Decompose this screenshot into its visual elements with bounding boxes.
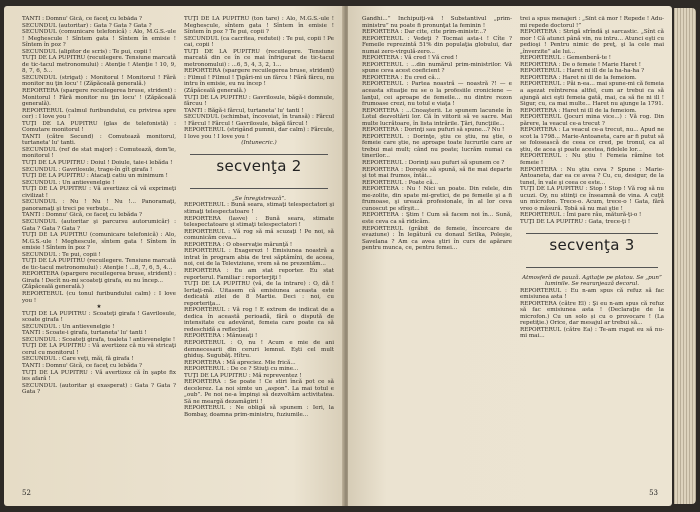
dialogue-line: TUŢI DE LA PUPITRU : Gata, trece-ţi ! (520, 218, 631, 225)
dialogue-line: REPORTERUL : O, nu ! Acum e mie de ani demnecesarii din ceruri lemnul. Eşti cel mult ghiduş. Sugubăţ. Hîtru. (184, 339, 334, 360)
dialogue-line: SECUNDUL (ref de stat major) : Comutează, dom'le, monitorul ! (22, 146, 176, 160)
dialogue-line: REPORTERA : Vă cred ! Vă cred ! (362, 55, 458, 62)
dialogue-line: REPORTERA : Mănueaţi ! (184, 333, 258, 340)
heading-rule-bottom (190, 188, 328, 189)
section-heading-3 (520, 229, 664, 271)
dialogue-line: REPORTERUL (strigând pumnii, dar calm) : Fărcule, I love you ! I love you ! (184, 127, 334, 140)
dialogue-line: REPORTERUL : De ce ? Stiuţi cu mine... (184, 366, 299, 373)
dialogue-line: REPORTERA : Mă apreciez. Mie frică... (184, 359, 296, 366)
dialogue-line: REPORTERUL (calmul furibundului, cu privirea spre cer) : I love you ! (22, 107, 176, 121)
dialogue-line: TUŢI DE LA PUPITRU : Doiul ! Doiule, taie-i lebăda ! (22, 160, 173, 167)
dialogue-line: REPORTERUL : Ne obligă să spunem : Ieri, la Bombay, doamna prim-ministru, fuziumile... (184, 405, 334, 418)
dialogue-line: REPORTERA : De o femeie ! Marie Haret ! (520, 61, 641, 68)
dialogue-line: Gandhi...” Inchipuiţi-vă ! Substantivul „prim-ministru” nu poate fi pronunţat la feminin ! (362, 16, 512, 29)
dialogue-line: REPORTERUL : Poate că... (362, 179, 439, 186)
dialogue-line: REPORTERUL (către Ea) : Te-am rugat eu să nu-mi mai... (520, 326, 664, 340)
left-page (4, 6, 344, 506)
page-number: 53 (649, 489, 658, 497)
dialogue-line: REPORTERUL : Dorinţi sau pufuri să spunem ce ? (362, 160, 505, 167)
dialogue-line: TANTI (către Secund) : Comutează monitorul, turtaneta' lu' tanti. (22, 133, 176, 147)
dialogue-line: TUŢI DE LA PUPITRU (recuilegere. Tensiune marcată din ce în ce mai înfrigurat de tic-tacul metronomului) : ...6, 5, 4, 3, 2, 1... (184, 48, 334, 68)
dialogue-line: TUŢI DE LA PUPITRU (ton tare) : Alo, M.G.S.-ule ! Meghescule, sîntem gata ! Sîntem în emisie ! Sîntem în poz ? Te pui, copii ? (184, 16, 334, 36)
dialogue-line: REPORTERA (lasve) : Bună seara, stimate telespectatoare şi stimaţi telespectatori ! (184, 215, 334, 229)
dialogue-line: SECUNDUL : Nu ! Nu ! Nu !... Panoramaţi, panoramaţi şi treci pe verbuţe... (22, 199, 176, 212)
dialogue-line: REPORTERA (spargere recuilegerea bruse, strident) : Filmul ! Filmul ! Ţigări-mi un fărcu ! Fără fărcu, nu intru în emisie, eu nu încep ! (184, 68, 334, 88)
dialogue-line: REPORTERA : La veacul ce-a trecut, nu... Apud ne scot la 1798... Marie-Antoaneta, care ar fi putut să se folosească de ceea ce cred, pe tronul, ca al ştiu, de acea şi poate acestea, fidelele lor... (520, 127, 664, 153)
section-heading-2 (184, 150, 334, 192)
dialogue-line: REPORTERUL : Nu ştiu ! Femeia rămîne tot femeie ! (520, 153, 664, 167)
right-column-1 (362, 16, 512, 494)
dialogue-line: TANTI : Domnu' Gică, ce faceţ cu lebăda ? (22, 362, 143, 369)
dialogue-line: REPORTERUL : ...din numărul prim-ministrilor. Vă spune ceva acest coeficient ? (362, 61, 512, 75)
dialogue-line: SECUNDUL : Un antievenelgie ! (22, 179, 115, 186)
dialogue-line: SECUNDUL (strigat) : Monitorul ! Monitorul ! Fără monitor nu ţin locu' ! (Zăpăceală generală.) (22, 74, 176, 88)
left-column-2 (184, 16, 334, 478)
dialogue-line: REPORTERA : O observaţie mărunţă ! (184, 241, 293, 248)
dialogue-line: REPORTERUL : Păi n-ea... mai spune-mi că femeia a aşezat reîntrerea altfel, cum ar trebui ca să ajungă aici eşti femeia gată, mai, ca să fie ni ill ! Sigur, cu, ca mai multe... Haret nu ajunge la 1791. (520, 81, 664, 108)
dialogue-line: REPORTERA : Strigă sfrîndă şi sarcastic. „Sînt că mor ! Că atunci până vin, nu intru... Atunci eşti cu pedioşi ! Pentru nimic de preţ, şi la cele mai „înverzite” ale lui... (520, 29, 664, 55)
dialogue-line: REPORTERA : Se poate ! Ce stiri încă pot ce să decelerez. La noi simte un „aspon”. La mai totul e „oub”. Pe noi ne-a împinşi să dezvoltăm activitatea. Să ne meargă dezamăgirii ! (184, 379, 334, 405)
dialogue-line: SECUNDUL (comunicare telefonică) : Alo, M.G.S.-ule ! Meghescule ! Sîntem gata ! Sîntem în emisie ! Sîntem în poz ? (22, 29, 176, 49)
dialogue-line: SECUNDUL : Te pui, copii ! (22, 251, 101, 258)
dialogue-line: SECUNDUL (alipitor de scris) : Te pui, copii ! (22, 48, 152, 55)
dialogue-line: REPORTERUL : Vă rog ! E extrem de indicat de a dedica în această perioadă, fără o dispută de intensitate cu adevărat, femeia care poate ca să redeschidă a reflecţiei. (184, 307, 334, 333)
right-column-2 (520, 16, 664, 494)
dialogue-line: REPORTERA (spargere recuilegerea bruse, strident) : Girafa ! Decît nu-mi scoateţi girafa, eu nu încep... (22, 271, 176, 284)
dialogue-line: REPORTERUL : Partea noastră — noastră ?! — e aceasta situaţie nu se o la profesiile croniciene — lanţul, cei aproape de femeile... nu dintre rezon frumoase crezi, nu totul e viaţa ! (362, 81, 512, 108)
dialogue-line: SECUNDUL (autoritar şi exasperat) : Gata ? Gata ? Gata ? (22, 382, 176, 396)
dialogue-line: REPORTERUL : Bună seara, stimaţi telespectatori şi stimaţi telespectatoare ! (184, 202, 334, 216)
section-title: secvenţa 2 (216, 156, 302, 175)
dialogue-line: REPORTERUL (Jocuri mina vice...) : Vă rog. Din părere, la veacul ce-a trecut ? (520, 114, 664, 127)
dialogue-line: REPORTERUL (grăbit de femeie, încercare de evaziune) : În legătură cu donaul Srilka, Poleşie, Savelana ? Am ca avea ştiri în curs de apărare pentru munca, ce, pentru femei... (362, 225, 512, 252)
page-edges (674, 8, 696, 504)
dialogue-line: REPORTERA : Eu am stat reporter. Eu stat reporterul. Familiar : reporterjiţi ! (184, 267, 334, 281)
dialogue-line: REPORTERA : Eu cred că... (362, 74, 441, 81)
dialogue-line: SECUNDUL : Scoateţi girafa, toaleta ! antievenelgie ! (22, 336, 176, 343)
left-column-1 (22, 16, 176, 478)
dialogue-line: SECUNDUL (schimbat, încovoiat, în transă) : Fărcul ! Fărcul ! Fărcul ! Gavrilosule, băgă fărcul ! (184, 114, 334, 127)
stage-note: Atmosferă de pauză. Agitaţie pe platou. Se „pun” luminile. Se rearanjează decorul. (522, 274, 662, 288)
dialogue-line: REPORTERA : Nu ! Nici un poate. Din relele, din me-zolite, din spate mi-gretici, de pe femeile şi a fi frumoase, şi urează profesionale, în al lor ceva cunoscut pe sfîrşit... (362, 186, 512, 212)
dialogue-line: REPORTERA : Dorinţi sau pufuri să spune...? Nu ! (362, 127, 505, 134)
dialogue-line: REPORTERA (către El) : Şi eu n-am spus că refuz să fac emisiunea asta ! (Declaraţie de la microfon.) Cu un solo și cu o provocare ! (La repetiţie.) Orice, dar mesajul ar trebui să... (520, 300, 664, 327)
dialogue-line: TUŢI DE LA PUPITRU : Vă avertizez că în şapte fix ies afară ! (22, 369, 176, 383)
dialogue-line: TUŢI DE LA PUPITRU : Vă avertizez că nu vă stricaţi cerul cu monitorul ! (22, 343, 176, 356)
dialogue-line: TUŢI DE LA PUPITRU : Atacaţi catiu un minimum ! (22, 173, 168, 180)
dialogue-line: REPORTERUL : Dorinţe, ştiu ce ştiu, nu ştie, o femeie care ştie, ne aproape toate lucrurile care ar trebui mai mult; când nu poate; lucrăm numai ca tinerilor... (362, 133, 512, 160)
dialogue-line: TUŢI DE LA PUPITRU (glas de telefonistă) : Comutare monitorul ! (22, 120, 176, 134)
dialogue-line: REPORTERUL : Eu n-am spus că refuz să fac emisiunea asta ! (520, 287, 664, 301)
dialogue-line: TUŢI DE LA PUPITRU : Gavrilosule, băgă-i domnule, fărcuu ! (184, 94, 334, 108)
dialogue-line: REPORTERUL : Gemenberă-te ! (520, 55, 612, 62)
dialogue-line: REPORTERUL : Îmi pare rău, mătură-ţi-o ! (520, 212, 642, 219)
page-number: 52 (22, 489, 31, 497)
dialogue-line: TUŢI DE LA PUPITRU (vă, de la intrare) : O, dă ! Iertaţi-mă. Uitasem că emisiunea aceasta este dedicată zilei de 8 Martie. Deci : noi, cu reporteriţa... (184, 281, 334, 307)
dialogue-line: TANTI : Domnu' Gică, ce faceţ cu lebăda ? (22, 16, 143, 22)
dialogue-line: TUŢI DE LA PUPITRU : Vă avertizez că vă exprimeţi civilizat ! (22, 186, 176, 199)
dialogue-line: TUŢI DE LA PUPITRU (recuilegere. Tensiune marcată de tic-tacul metronomului) : Atenţie ! Atenţie ! 10, 9, 8, 7, 6, 5... (22, 55, 176, 75)
dialogue-line: REPORTERUL : Exagerezi ! Emisiunea noastră a intrat în program abia de trei săptămîni, de aceea, noi, cei de la Televiziune, vrem să ne prezentăm... (184, 248, 334, 268)
dialogue-line: REPORTERA (spargere recuilegerea bruse, strident) : Monitorul ! Fără monitor nu ţin locu' ! (Zăpăceală generală). (22, 88, 176, 108)
heading-rule-bottom (526, 267, 658, 268)
dialogue-line: TUŢI DE LA PUPITRU : Mă repreventez ! (184, 372, 302, 379)
dialogue-line: SECUNDUL (ca cacritea, redutei) : Te pui, copii ! Pe cai, copii ! (184, 35, 334, 49)
dialogue-line: TANTI : Băgă-i fărcul, turtaneta' lu' tanti ! (184, 107, 304, 114)
dialogue-line: TANTI : Domnu' Gică, ce faceţ cu lebăda ? (22, 212, 143, 219)
dialogue-line: REPORTERA : Haret ni ill de la femeiom. (520, 74, 637, 81)
dialogue-line: REPORTERA : Ştim ! Cum să facem noi în... Sună, este ceva ca să ridicăm. (362, 212, 512, 225)
dialogue-line: REPORTERUL : Vedeţi ? Tocmai asta-i ! Cîte ? Femeile reprezintă 51% din populaţia globului, dar numai zero-virgulă-zero... (362, 35, 512, 55)
section-title: secvenţa 3 (549, 235, 635, 254)
dialogue-line: REPORTERA : ...Cnoaşterii. Le spunem lacunele în Lotul dezvoltării lor. Că în viitorii să ve sacre. Mai multe lucrătoare, în lista intrările. Ţări, funcţiile... (362, 107, 512, 127)
dialogue-line: trei a spus menajeri : „Sînt că mor ! Repede ! Adu-mi repede doctorul !” (520, 16, 664, 29)
dialogue-line: SECUNDUL : Gavrilosule, trage-în gît girafa ! (22, 166, 153, 173)
dialogue-line: TUŢI DE LA PUPITRU (comunicare telefonică) : Alo, M.G.S.-ule ! Meghescule, sîntem gata ! Sîntem în emisie ! Sîntem în poz ? (22, 232, 176, 252)
stage-note: (Intunecric.) (241, 140, 277, 147)
dialogue-line: REPORTERA : Haret ni ill de la femeiom. (520, 107, 637, 114)
dialogue-line: SECUNDUL (autoritar) : Gata ? Gata ? Gata ? (22, 22, 152, 29)
dialogue-line: SECUNDUL (autoritar şi parcursu autorumicăr) : Gata ? Gata ? Gata ? (22, 218, 176, 232)
dialogue-line: REPORTERA : Nu ştiu ceva ? Spune : Marie-Antoaneta, dar ea ce avea ? Cu, cu, desigur, de la tunel, în vale şi ceea ce este... (520, 166, 664, 186)
heading-rule-top (526, 233, 658, 234)
stage-note: „Se înregistrează”. (232, 195, 286, 202)
dialogue-line: (Zăpăceală generală.) (184, 88, 246, 95)
dialogue-line: SECUNDUL : Care veţi, măi, fă girafa ! (22, 356, 134, 363)
dialogue-line: TUŢI DE LA PUPITRU (recuilegere. Tensiune marcată de tic-tacul metronomului) : Atenţie ! ...8, 7, 6, 5, 4... (22, 258, 176, 271)
dialogue-line: REPORTERUL : Vă rog să mă scuzaţi ! Pe noi, să comunicăm ceva... (184, 228, 334, 242)
dialogue-line: REPORTERUL (cu tonul furibundului calm) : I love you ! (22, 290, 176, 304)
heading-rule-top (190, 154, 328, 155)
dialogue-line: (Zăpăceală generală.) (22, 284, 84, 291)
dialogue-line: SECUNDUL : Un antievenelgie ! (22, 323, 115, 330)
star-divider: ★ (96, 304, 102, 311)
right-page (348, 6, 672, 506)
dialogue-line: TUŢI DE LA PUPITRU : Scoateţi girafa ! Gavrilosule, scoate girafa ! (22, 310, 176, 324)
dialogue-line: REPORTERUL : Haret ni ill de la ha-ha-ha ? (520, 68, 645, 75)
dialogue-line: TANTI : Scoate-i girafa, turtaneta' lu' tanti ! (22, 330, 147, 337)
dialogue-line: TUŢI DE LA PUPITRU : Stop ! Stop ! Vă rog să nu ucuzi. Oy, nu stiinţi ce înseamnă de vina. A cuţit un microfon. Trece-o. Acum, trece-o ! Gata, fără vreo o măsură. Tobă să nu mai ştie ! (520, 186, 664, 212)
dialogue-line: REPORTERA : Doreşte să spună, să fie mai departe și tot mai frumos, întâi... (362, 166, 512, 180)
dialogue-line: REPORTERA : Dar cite, cite prim-ministr...? (362, 29, 487, 36)
